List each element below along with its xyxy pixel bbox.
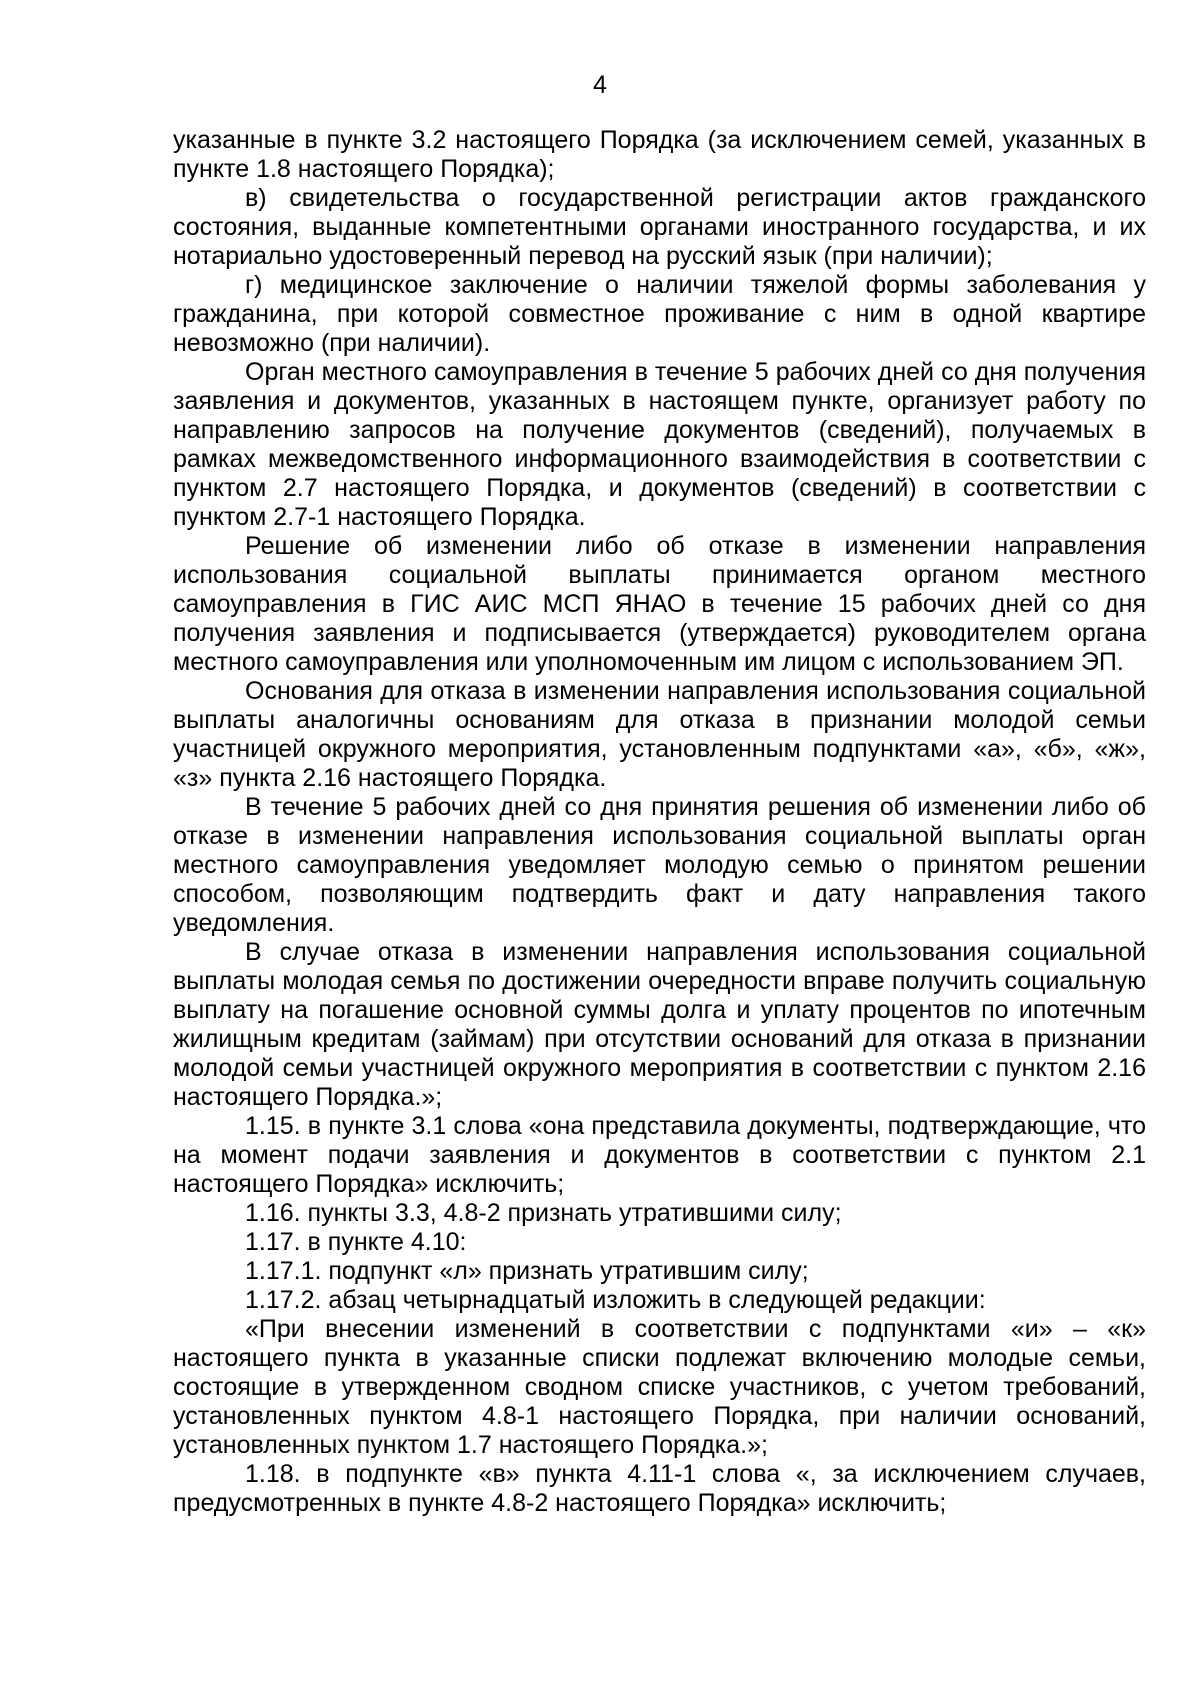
paragraph-item-1-17-2: 1.17.2. абзац четырнадцатый изложить в следующей редакции: <box>245 1286 986 1314</box>
paragraph-local-authority: Орган местного самоуправления в течение 5 рабочих дней со дня получения заявления и документов, указанных в настоящем пункте, организует работу по направлению запросов на получение документов (сведений), получаемых в рамках межведомственного информационного взаимодействия в соответствии с пунктом 2.7 настоящего Порядка, и документов (сведений) в соответствии с пунктом 2.7-1 настоящего Порядка. <box>173 358 1146 531</box>
paragraph-item-1-17-1: 1.17.1. подпункт «л» признать утратившим силу; <box>245 1257 809 1285</box>
paragraph-subitem-v: в) свидетельства о государственной регистрации актов гражданского состояния, выданные компетентными органами иностранного государства, и их нотариально удостоверенный перевод на русский язык (при наличии); <box>173 184 1146 270</box>
document-body <box>173 126 1146 1518</box>
paragraph-item-1-18: 1.18. в подпункте «в» пункта 4.11-1 слова «, за исключением случаев, предусмотренных в пункте 4.8-2 настоящего Порядка» исключить; <box>173 1460 1146 1517</box>
paragraph-item-1-17: 1.17. в пункте 4.10: <box>245 1228 467 1256</box>
paragraph-continuation: указанные в пункте 3.2 настоящего Порядка (за исключением семей, указанных в пункте 1.8 настоящего Порядка); <box>173 126 1146 183</box>
paragraph-refusal-grounds: Основания для отказа в изменении направления использования социальной выплаты аналогичны основаниям для отказа в признании молодой семьи участницей окружного мероприятия, установленным подпунктами «а», «б», «ж», «з» пункта 2.16 настоящего Порядка. <box>173 677 1146 792</box>
paragraph-decision: Решение об изменении либо об отказе в изменении направления использования социальной выплаты принимается органом местного самоуправления в ГИС АИС МСП ЯНАО в течение 15 рабочих дней со дня получения заявления и подписывается (утверждается) руководителем органа местного самоуправления или уполномоченным им лицом с использованием ЭП. <box>173 532 1146 676</box>
paragraph-item-1-15: 1.15. в пункте 3.1 слова «она представила документы, подтверждающие, что на момент подачи заявления и документов в соответствии с пунктом 2.1 настоящего Порядка» исключить; <box>173 1112 1146 1198</box>
paragraph-quoted-amendment: «При внесении изменений в соответствии с подпунктами «и» – «к» настоящего пункта в указанные списки подлежат включению молодые семьи, состоящие в утвержденном сводном списке участников, с учетом требований, установленных пунктом 4.8-1 настоящего Порядка, при наличии оснований, установленных пунктом 1.7 настоящего Порядка.»; <box>173 1315 1146 1459</box>
paragraph-subitem-g: г) медицинское заключение о наличии тяжелой формы заболевания у гражданина, при которой совместное проживание с ним в одной квартире невозможно (при наличии). <box>173 271 1146 357</box>
paragraph-notification: В течение 5 рабочих дней со дня принятия решения об изменении либо об отказе в изменении направления использования социальной выплаты орган местного самоуправления уведомляет молодую семью о принятом решении способом, позволяющим подтвердить факт и дату направления такого уведомления. <box>173 793 1146 937</box>
page-number: 4 <box>593 71 607 99</box>
paragraph-item-1-16: 1.16. пункты 3.3, 4.8-2 признать утратившими силу; <box>245 1199 842 1227</box>
paragraph-refusal-case: В случае отказа в изменении направления использования социальной выплаты молодая семья по достижении очередности вправе получить социальную выплату на погашение основной суммы долга и уплату процентов по ипотечным жилищным кредитам (займам) при отсутствии оснований для отказа в признании молодой семьи участницей окружного мероприятия в соответствии с пунктом 2.16 настоящего Порядка.»; <box>173 938 1146 1111</box>
